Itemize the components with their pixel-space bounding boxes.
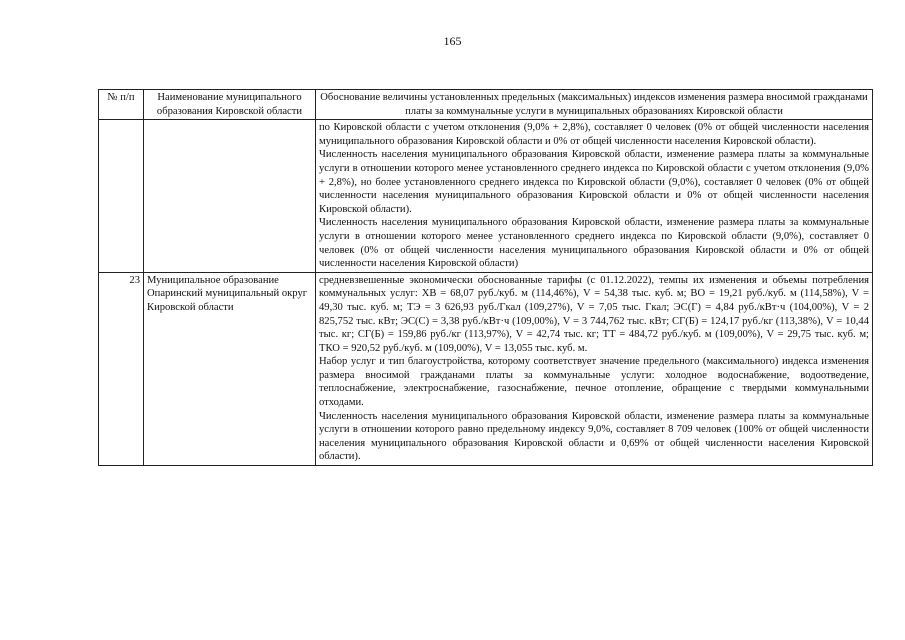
header-row <box>99 90 873 120</box>
justification-paragraph: Численность населения муниципального образования Кировской области, изменение размера платы за коммунальные услуги в отношении которого менее установленного среднего индекса по Кировской области с учетом отклонения (9,0% + 2,8%), но более установленного среднего индекса по Кировской области (9,0%), составляет 0 человек (0% от общей численности населения муниципального образования Кировской области и 0% от общей численности населения Кировской области). <box>319 149 869 215</box>
justification-paragraph: Численность населения муниципального образования Кировской области, изменение размера платы за коммунальные услуги в отношении которого менее установленного среднего индекса по Кировской области (9,0%), составляет 0 человек (0% от общей численности населения муниципального образования Кировской области и 0% от общей численности населения Кировской области) <box>319 217 869 270</box>
justification-cell <box>316 120 873 273</box>
justification-paragraph: Набор услуг и тип благоустройства, которому соответствует значение предельного (максимального) индекса изменения размера вносимой гражданами платы за коммунальные услуги: холодное водоснабжение, водоотведение, теплоснабжение, электроснабжение, газоснабжение, печное отопление, обращение с твердыми коммунальными отходами. <box>319 356 869 409</box>
table-body <box>99 120 873 466</box>
table-row <box>99 120 873 273</box>
municipality-name <box>144 120 316 273</box>
justification-cell <box>316 272 873 465</box>
table-row <box>99 272 873 465</box>
header-justification: Обоснование величины установленных предельных (максимальных) индексов изменения размера вносимой гражданами платы за коммунальные услуги в муниципальных образованиях Кировской области <box>316 90 873 120</box>
municipal-index-table <box>98 89 873 466</box>
header-number: № п/п <box>99 90 144 120</box>
page-number: 165 <box>443 34 462 48</box>
row-number <box>99 120 144 273</box>
table-header <box>99 90 873 120</box>
row-number: 23 <box>99 272 144 465</box>
justification-paragraph: по Кировской области с учетом отклонения (9,0% + 2,8%), составляет 0 человек (0% от общей численности населения муниципального образования Кировской области и 0% от общей численности населения Кировской области). <box>319 122 869 147</box>
justification-paragraph: Численность населения муниципального образования Кировской области, изменение размера платы за коммунальные услуги в отношении которого равно предельному индексу 9,0%, составляет 8 709 человек (100% от общей численности населения муниципального образования Кировской области и 0,69% от общей численности населения Кировской области). <box>319 410 869 463</box>
justification-paragraph: средневзвешенные экономически обоснованные тарифы (с 01.12.2022), темпы их изменения и объемы потребления коммунальных услуг: ХВ = 68,07 руб./куб. м (114,46%), V = 54,38 тыс. куб. м; ВО = 19,21 руб./куб. м (114,58%), V = 49,30 тыс. куб. м; ТЭ = 3 626,93 руб./Гкал (109,27%), V = 7,05 тыс. Гкал; ЭС(Г) = 4,84 руб./кВт·ч (104,00%), V = 2 825,752 тыс. кВт; ЭС(С) = 3,38 руб./кВт·ч (109,00%), V = 3 744,762 тыс. кВт; СГ(Б) = 124,17 руб./кг (113,38%), V = 10,44 тыс. кг; СГ(Б) = 159,86 руб./кг (113,97%), V = 42,74 тыс. кг; ТТ = 484,72 руб./куб. м (109,00%), V = 29,75 тыс. куб. м; ТКО = 920,52 руб./куб. м (109,00%), V = 13,055 тыс. куб. м. <box>319 274 869 354</box>
municipality-name: Муниципальное образование Опаринский муниципальный округ Кировской области <box>144 272 316 465</box>
header-municipality-name: Наименование муниципального образования Кировской области <box>144 90 316 120</box>
